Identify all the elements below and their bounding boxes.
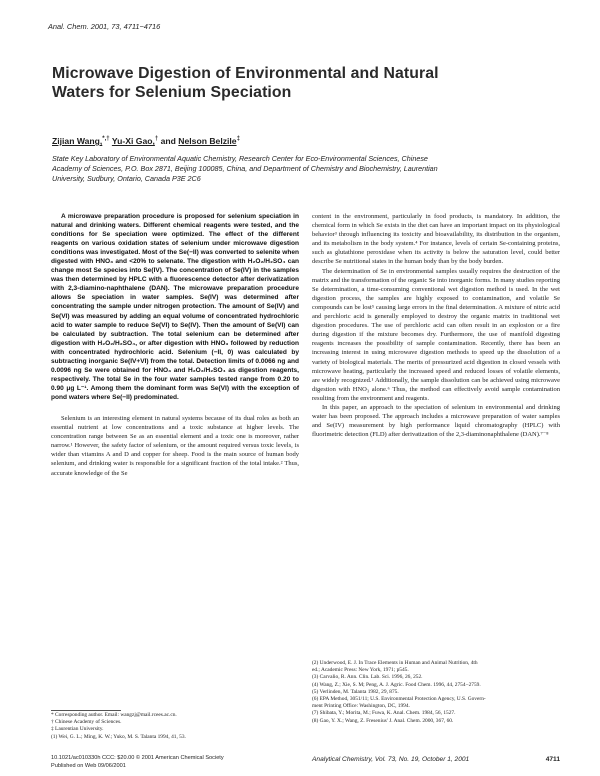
intro-paragraph-1: Selenium is an interesting element in natural systems because of its dual roles as both an essential nutrient at low concentrations and a toxic substance at higher levels. The concentration range between Se as an essential element and a toxic one is moreover, rather narrow.¹ However, the safety factor of selenium, or the amount required versus toxic levels, is wider than vitamins A and D and copper for sheep. Food is the main source of human body selenium, and drinking water is responsible for a significant fraction of the total intake.² Thus, accurate knowledge of the Se <box>51 414 299 477</box>
reference-8: (8) Gao, Y. X.; Wang, Z. Fresenius' J. Anal. Chem. 2000, 367, 60. <box>312 717 454 724</box>
abstract <box>51 212 299 402</box>
right-column <box>312 212 560 439</box>
body-paragraph-3: In this paper, an approach to the speciation of selenium in environmental and drinking water has been proposed. The approach includes a microwave preparation of water samples and Se(IV) measurement by high performance liquid chromatography (HPLC) with fluorimetric detection (FLD) after derivatization of the 2,3-diaminonaphthalene (DAN).⁷⁻⁸ <box>312 403 560 439</box>
reference-2: (2) Underwood, E. J. In Trace Elements in Human and Animal Nutrition, 4th <box>312 660 478 666</box>
author-3: Nelson Belzile <box>178 136 237 146</box>
affiliations <box>52 154 552 185</box>
author-conjunction: and <box>160 136 176 146</box>
article-title <box>52 64 552 102</box>
reference-1: (1) Wei, G. L.; Ming, K. W.; Yuko, M. S. Talanta 1994, 41, 53. <box>51 733 186 740</box>
body-paragraph-continued: content in the environment, particularly in food products, is mandatory. In addition, the chemical form in which Se exists in the diet can have an important impact on its physiological behavior³ through influencing its toxicity and bioavailability, its distribution in the organism, and its metabolism in the body system.⁴ For instance, levels of certain Se-containing proteins, such as glutathione peroxidase when its activity is below the saturation level, could better describe Se nutritional states in the human body than by the body burden. <box>312 213 560 266</box>
journal-footer: Analytical Chemistry, Vol. 73, No. 19, October 1, 2001 <box>312 756 470 763</box>
reference-list <box>312 660 560 725</box>
author-3-marks: ‡ <box>236 136 240 143</box>
footnote-corresponding: * Corresponding author. Email: wangzj@mail.rcees.ac.cn. <box>51 712 177 718</box>
body-paragraph-2: The determination of Se in environmental samples usually requires the destruction of the matrix and the transformation of the organic Se into inorganic forms. In many studies reporting Se determination, a time-consuming conventional wet digestion method is used. In the wet digestion process, the samples are highly exposed to contamination, and volatile Se compounds can be lost⁵ causing large errors in the final determination. A mixture of nitric acid and perchloric acid is generally employed to destroy the organic matrix in traditional wet digestion procedures. The use of perchloric acid can often result in an explosion or a fire during digestion if the mixture becomes dry. Furthermore, the use of manifold digesting reagents increases the possibility of sample contamination. Recently, there has been an increasing interest in using microwave digestion methods to speed up the dissolution of a variety of biological materials. The merits of pressurized acid digestion in closed vessels with microwave heating, particularly the increased speed and reduced losses of volatile elements, are widely recognized.¹ Additionally, the sample dissolution can be achieved using microwave digestion with HNO₃ alone.⁶ Thus, the method can effectively avoid sample contamination resulting from the environment and reagents. <box>312 267 560 402</box>
reference-7: (7) Shibata, Y.; Morita, M.; Fuwa, K. Anal. Chem. 1984, 56, 1527. <box>312 710 456 717</box>
author-2-marks: † <box>154 136 159 143</box>
author-2: Yu-Xi Gao, <box>111 136 155 146</box>
publication-info <box>51 755 224 770</box>
reference-6-cont: ment Printing Office: Washington, DC, 1994. <box>312 703 410 710</box>
published-date: Published on Web 09/06/2001 <box>51 762 126 769</box>
page-number: 4711 <box>545 756 560 763</box>
author-1: Zijian Wang, <box>52 136 103 146</box>
doi-line: 10.1021/ac010330h CCC: $20.00 © 2001 American Chemical Society <box>51 755 224 761</box>
footnote-rule <box>51 710 121 711</box>
author-list <box>52 136 240 146</box>
reference-6: (6) EPA Method, 3051/11; U.S. Environmental Protection Agency, U.S. Govern- <box>312 696 486 703</box>
title-line-1: Microwave Digestion of Environmental and Natural <box>52 65 439 82</box>
reference-4: (4) Wang, Z.; Xie, S. M; Peng, A. J. Agric. Food Chem. 1996, 44, 2754−2759. <box>312 681 481 688</box>
footnote-laurentian: ‡ Laurentian University. <box>51 726 104 733</box>
affiliation-line-3: University, Sudbury, Ontario, Canada P3E 2C6 <box>52 174 201 184</box>
reference-3: (3) Carvalio, R. Ann. Clin. Lab. Sci. 1996, 26, 252. <box>312 674 423 681</box>
affiliation-line-2: Academy of Sciences, P.O. Box 2871, Beijing 100085, China, and Department of Chemistry and Biochemistry, Laurentian <box>52 164 438 174</box>
journal-citation: Anal. Chem. 2001, 73, 4711−4716 <box>48 22 161 31</box>
page-footer <box>312 756 560 763</box>
footnotes <box>51 712 299 741</box>
reference-5: (5) Verlinden, M. Talanta 1982, 29, 875. <box>312 688 399 695</box>
footnote-cas: † Chinese Academy of Sciences. <box>51 719 122 726</box>
author-1-marks: *,† <box>102 136 110 143</box>
affiliation-line-1: State Key Laboratory of Environmental Aquatic Chemistry, Research Center for Eco-Environmental Sciences, Chinese <box>52 154 428 163</box>
reference-2-cont: ed.; Academic Press: New York, 1971; p545. <box>312 667 409 674</box>
title-line-2: Waters for Selenium Speciation <box>52 84 292 101</box>
abstract-text: A microwave preparation procedure is proposed for selenium speciation in natural and drinking waters. Different chemical reagents were tested, and the conditions for Se speciation were optimized. The effect of the different reagents on various oxidation states of selenium under microwave digestion conditions was investigated. Most of the Se(−II) was converted to selenite when digested with HNO₃ and <20% to selenate. The digestion with H₂O₂/H₂SO₄ can change most Se species into Se(IV). The concentration of Se(IV) in the samples was then determined by HPLC with a fluorescence detector after derivatization with 2,3-diamino-naphthalene (DAN). The microwave preparation procedure allows Se speciation in water samples. Se(IV) was determined after concentrating the sample under nitrogen protection. The amount of Se(IV) and Se(VI) was measured by adding an equal volume of concentrated hydrochloric acid to water sample to reduce Se(VI) to Se(IV). Then the amount of Se(VI) can be calculated by subtraction. The total selenium can be determined after digestion with H₂O₂/H₂SO₄, or after digestion with HNO₃ followed by reduction with concentrated hydrochloric acid. Selenium (−II, 0) was calculated by subtracting inorganic Se(IV+VI) from the total. Detection limits of 0.0066 ng and 0.0096 ng Se were obtained for HNO₃ and H₂O₂/H₂SO₄ as digestion reagents, respectively. The total Se in the four water samples tested range from 0.20 to 0.90 μg L⁻¹. Among them the dominant form was Se(VI) with the exception of pond waters where Se(−II) predominated. <box>51 213 299 401</box>
left-column <box>51 212 299 478</box>
